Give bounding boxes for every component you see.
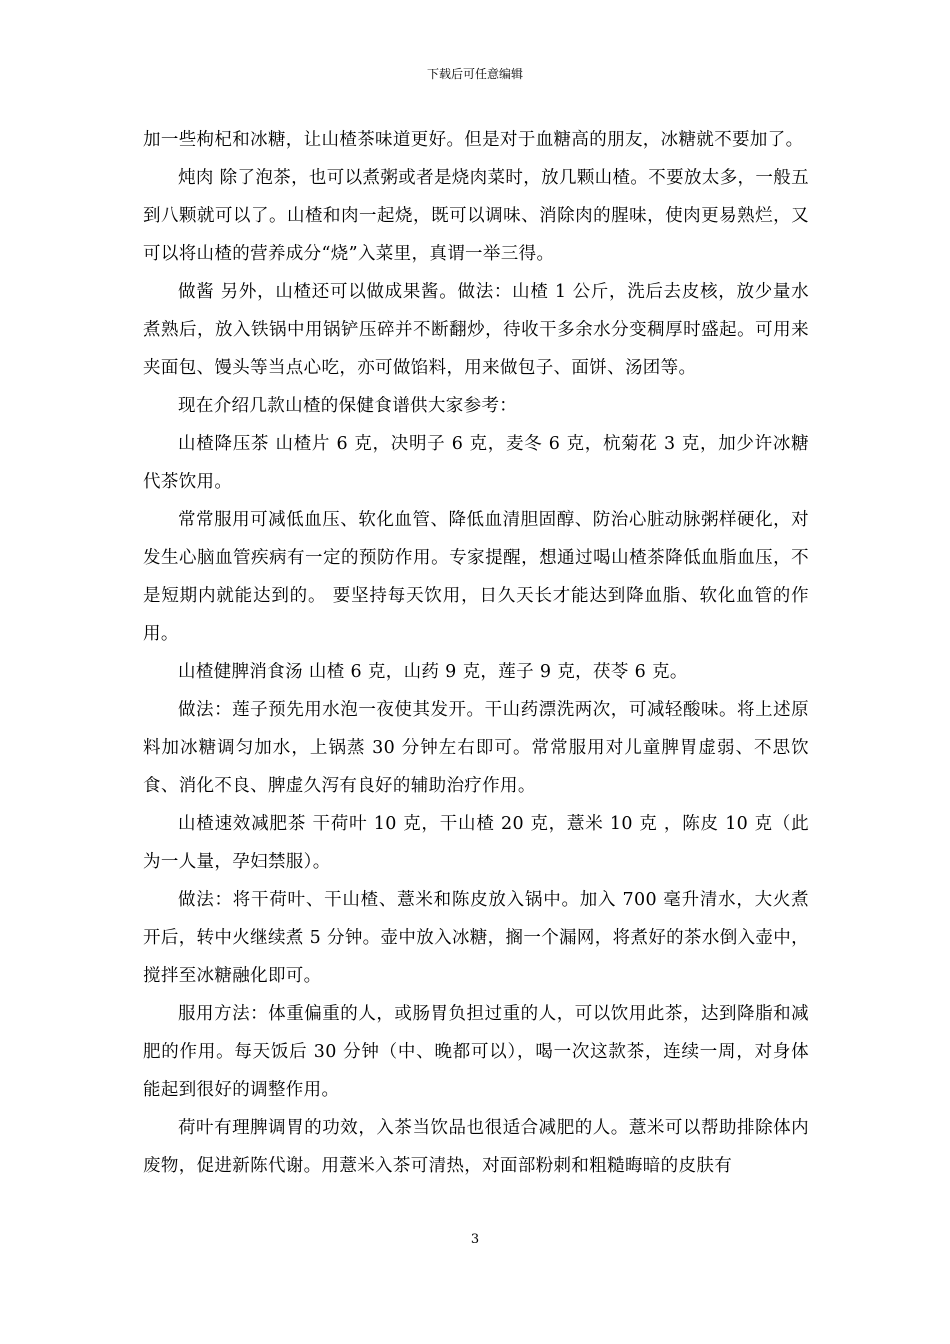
page-header: 下载后可任意编辑 bbox=[426, 67, 523, 81]
paragraph: 服用方法：体重偏重的人，或肠胃负担过重的人，可以饮用此茶，达到降脂和减肥的作用。每天饭后 30 分钟（中、晚都可以），喝一次这款茶，连续一周，对身体能起到很好的调整作用。 bbox=[143, 1004, 809, 1100]
body-text bbox=[143, 121, 809, 1185]
paragraph: 做酱 另外，山楂还可以做成果酱。做法：山楂 1 公斤，洗后去皮核，放少量水煮熟后，放入铁锅中用锅铲压碎并不断翻炒，待收干多余水分变稠厚时盛起。可用来夹面包、馒头等当点心吃，亦可做馅料，用来做包子、面饼、汤团等。 bbox=[143, 282, 809, 378]
paragraph: 做法：莲子预先用水泡一夜使其发开。干山药漂洗两次，可减轻酸味。将上述原料加冰糖调匀加水，上锅蒸 30 分钟左右即可。常常服用对儿童脾胃虚弱、不思饮食、消化不良、脾虚久泻有良好的辅助治疗作用。 bbox=[143, 700, 809, 796]
paragraph: 常常服用可减低血压、软化血管、降低血清胆固醇、防治心脏动脉粥样硬化，对发生心脑血管疾病有一定的预防作用。专家提醒，想通过喝山楂茶降低血脂血压，不是短期内就能达到的。 要坚持每天饮用，日久天长才能达到降血脂、软化血管的作用。 bbox=[143, 510, 809, 644]
paragraph: 荷叶有理脾调胃的功效，入茶当饮品也很适合减肥的人。薏米可以帮助排除体内废物，促进新陈代谢。用薏米入茶可清热，对面部粉刺和粗糙晦暗的皮肤有 bbox=[143, 1118, 809, 1176]
paragraph: 山楂速效减肥茶 干荷叶 10 克，干山楂 20 克，薏米 10 克 ，陈皮 10 克（此为一人量，孕妇禁服）。 bbox=[143, 814, 809, 872]
paragraph: 炖肉 除了泡茶，也可以煮粥或者是烧肉菜时，放几颗山楂。不要放太多，一般五到八颗就可以了。山楂和肉一起烧，既可以调味、消除肉的腥味，使肉更易熟烂，又可以将山楂的营养成分“烧”入菜里，真谓一举三得。 bbox=[143, 168, 809, 264]
paragraph: 现在介绍几款山楂的保健食谱供大家参考： bbox=[178, 396, 518, 416]
paragraph: 做法：将干荷叶、干山楂、薏米和陈皮放入锅中。加入 700 毫升清水，大火煮开后，转中火继续煮 5 分钟。壶中放入冰糖，搁一个漏网，将煮好的茶水倒入壶中，搅拌至冰糖融化即可。 bbox=[143, 890, 809, 986]
paragraph: 加一些枸杞和冰糖，让山楂茶味道更好。但是对于血糖高的朋友，冰糖就不要加了。 bbox=[143, 130, 804, 150]
paragraph: 山楂降压茶 山楂片 6 克，决明子 6 克，麦冬 6 克，杭菊花 3 克，加少许冰糖代茶饮用。 bbox=[143, 434, 809, 492]
paragraph: 山楂健脾消食汤 山楂 6 克，山药 9 克，莲子 9 克，茯苓 6 克。 bbox=[178, 662, 688, 682]
page-number: 3 bbox=[470, 1232, 480, 1247]
